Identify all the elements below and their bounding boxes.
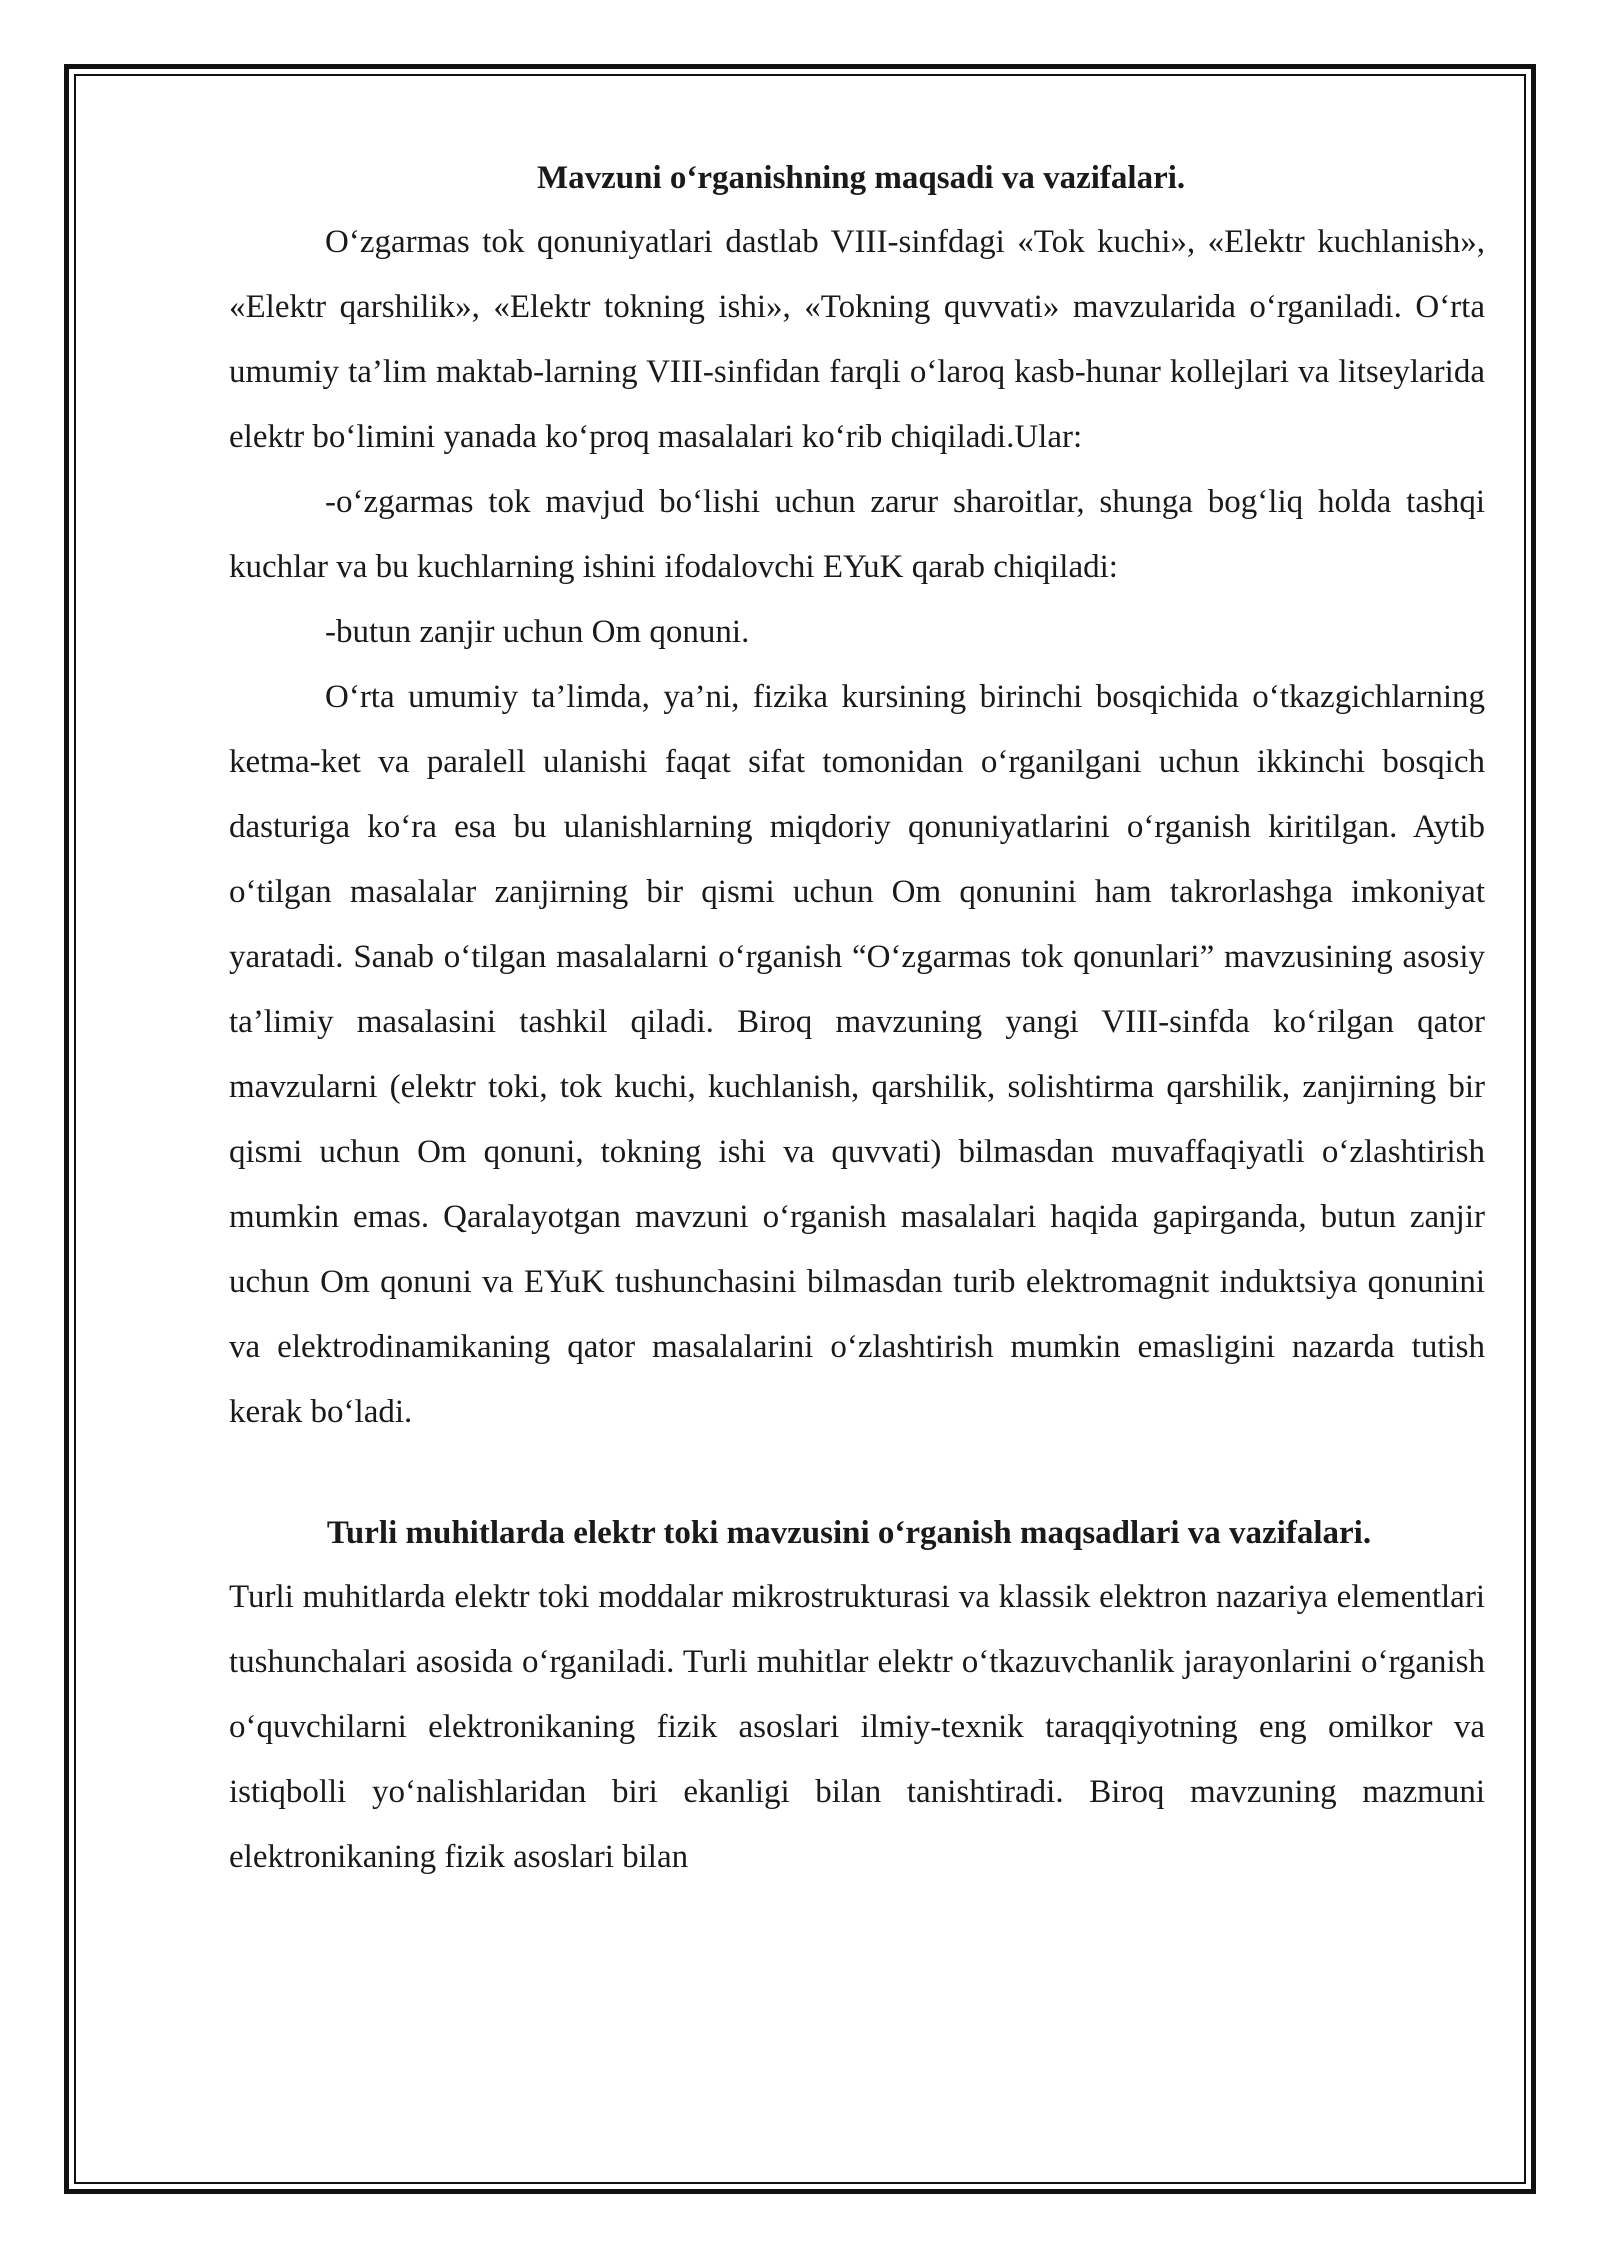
document-body xyxy=(229,146,1485,1890)
section-2-paragraph: Turli muhitlarda elektr toki moddalar mikrostrukturasi va klassik elektron nazariya elementlari tushunchalari asosida o‘rganiladi. Turli muhitlar elektr o‘tkazuvchanlik jarayonlarini o‘rganish o‘quvchilarni elektronikaning fizik asoslari ilmiy-texnik taraqqiyotning eng omilkor va istiqbolli yo‘nalishlaridan biri ekanligi bilan tanishtiradi. Biroq mavzuning mazmuni elektronikaning fizik asoslari bilan xyxy=(229,1579,1485,1875)
section-1-paragraph: O‘zgarmas tok qonuniyatlari dastlab VIII-sinfdagi «Tok kuchi», «Elektr kuchlanish», «Elektr qarshilik», «Elektr tokning ishi», «Tokning quvvati» mavzularida o‘rganiladi. O‘rta umumiy ta’lim maktab-larning VIII-sinfidan farqli o‘laroq kasb-hunar kollejlari va litseylarida elektr bo‘limini yanada ko‘proq masalalari ko‘rib chiqiladi.Ular: xyxy=(229,224,1485,455)
section-1-title: Mavzuni o‘rganishning maqsadi va vazifalari. xyxy=(537,160,1186,196)
section-1-list-item: -o‘zgarmas tok mavjud bo‘lishi uchun zarur sharoitlar, shunga bog‘liq holda tashqi kuchlar va bu kuchlarning ishini ifodalovchi EYuK qarab chiqiladi: xyxy=(229,484,1485,585)
section-1-paragraph: O‘rta umumiy ta’limda, ya’ni, fizika kursining birinchi bosqichida o‘tkazgichlarning ketma-ket va paralell ulanishi faqat sifat tomonidan o‘rganilgani uchun ikkinchi bosqich dasturiga ko‘ra esa bu ulanishlarning miqdoriy qonuniyatlarini o‘rganish kiritilgan. Aytib o‘tilgan masalalar zanjirning bir qismi uchun Om qonunini ham takrorlashga imkoniyat yaratadi. Sanab o‘tilgan masalalarni o‘rganish “O‘zgarmas tok qonunlari” mavzusining asosiy ta’limiy masalasini tashkil qiladi. Biroq mavzuning yangi VIII-sinfda ko‘rilgan qator mavzularni (elektr toki, tok kuchi, kuchlanish, qarshilik, solishtirma qarshilik, zanjirning bir qismi uchun Om qonuni, tokning ishi va quvvati) bilmasdan muvaffaqiyatli o‘zlashtirish mumkin emas. Qaralayotgan mavzuni o‘rganish masalalari haqida gapirganda, butun zanjir uchun Om qonuni va EYuK tushunchasini bilmasdan turib elektromagnit induktsiya qonunini va elektrodinamikaning qator masalalarini o‘zlashtirish mumkin emasligini nazarda tutish kerak bo‘ladi. xyxy=(229,679,1485,1430)
section-1-list-item: -butun zanjir uchun Om qonuni. xyxy=(325,614,750,650)
section-2-title: Turli muhitlarda elektr toki mavzusini o‘rganish maqsadlari va vazifalari. xyxy=(326,1515,1372,1551)
